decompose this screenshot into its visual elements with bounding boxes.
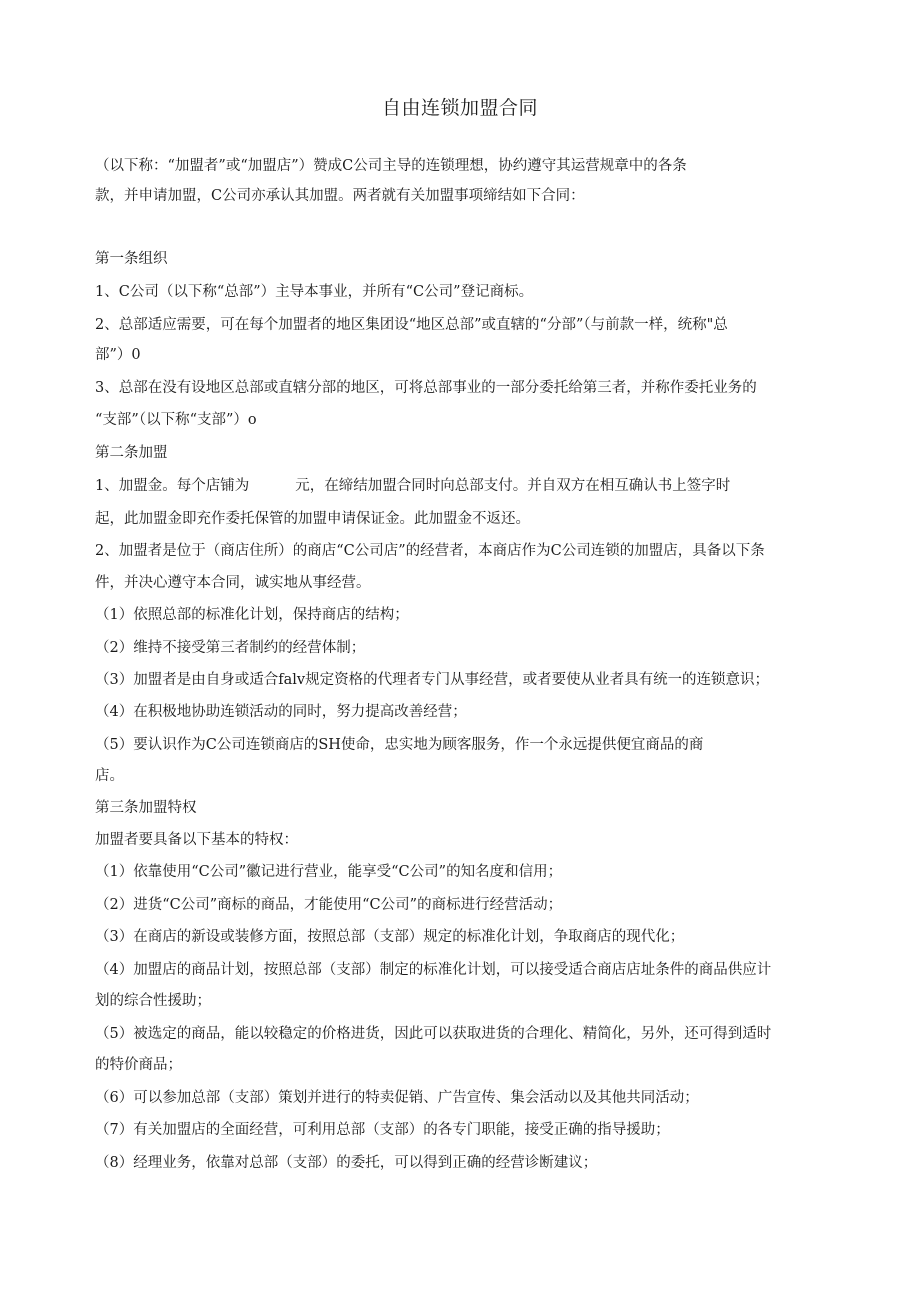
fee-text-before-blank: 1、加盟金。每个店铺为 (95, 478, 250, 494)
fee-text-after-blank: 元，在缔结加盟合同时向总部支付。并自双方在相互确认书上签字时 (295, 478, 731, 494)
article-3-item-5-line-2: 的特价商品； (95, 1057, 182, 1073)
article-3-heading: 第三条加盟特权 (95, 800, 197, 816)
article-2-item-4: （4）在积极地协助连锁活动的同时，努力提高改善经营； (95, 704, 467, 720)
article-3-item-2: （2）进货“C公司”商标的商品，才能使用“C公司”的商标进行经营活动； (95, 897, 563, 913)
article-2-clause-2-line-1: 2、加盟者是位于（商店住所）的商店“C公司店”的经营者，本商店作为C公司连锁的加盟店，具备以下条 (95, 543, 765, 559)
article-1-clause-2-line-1: 2、总部适应需要，可在每个加盟者的地区集团设“地区总部”或直辖的“分部”（与前款一样，统称"总 (95, 317, 728, 333)
article-3-item-1: （1）依靠使用“C公司”徽记进行营业，能享受“C公司”的知名度和信用； (95, 864, 563, 880)
intro-line-2: 款，并申请加盟，C公司亦承认其加盟。两者就有关加盟事项缔结如下合同： (95, 188, 585, 204)
article-3-intro: 加盟者要具备以下基本的特权： (95, 832, 298, 848)
article-2-clause-1-line-1 (95, 476, 730, 496)
document-title: 自由连锁加盟合同 (381, 97, 538, 119)
article-2-item-5-line-2: 店。 (95, 768, 124, 784)
article-2-item-1: （1）依照总部的标准化计划，保持商店的结构； (95, 607, 409, 623)
article-1-clause-1: 1、C公司（以下称“总部”）主导本事业，并所有“C公司”登记商标。 (95, 284, 534, 300)
article-2-item-5-line-1: （5）要认识作为C公司连锁商店的SH使命，忠实地为顾客服务，作一个永远提供便宜商品的商 (95, 737, 704, 753)
article-2-item-3: （3）加盟者是由自身或适合falv规定资格的代理者专门从事经营，或者要使从业者具有统一的连锁意识； (95, 672, 770, 688)
intro-line-1: （以下称：“加盟者”或“加盟店”）赞成C公司主导的连锁理想，协约遵守其运营规章中的各条 (95, 158, 687, 174)
article-2-clause-2-line-2: 件，并决心遵守本合同，诚实地从事经营。 (95, 575, 371, 591)
article-3-item-8: （8）经理业务，依靠对总部（支部）的委托，可以得到正确的经营诊断建议； (95, 1155, 598, 1171)
article-3-item-3: （3）在商店的新设或装修方面，按照总部（支部）规定的标准化计划，争取商店的现代化； (95, 929, 685, 945)
article-2-heading: 第二条加盟 (95, 445, 168, 461)
article-3-item-4-line-2: 划的综合性援助； (95, 993, 211, 1009)
article-1-clause-3-line-2: “支部”（以下称“支部”）o (95, 412, 257, 428)
article-3-item-7: （7）有关加盟店的全面经营，可利用总部（支部）的各专门职能，接受正确的指导援助； (95, 1122, 670, 1138)
article-1-clause-3-line-1: 3、总部在没有设地区总部或直辖分部的地区，可将总部事业的一部分委托给第三者，并称作委托业务的 (95, 380, 757, 396)
article-2-clause-1-line-2: 起，此加盟金即充作委托保管的加盟申请保证金。此加盟金不返还。 (95, 511, 530, 527)
article-2-item-2: （2）维持不接受第三者制约的经营体制； (95, 640, 366, 656)
article-1-clause-2-line-2: 部”）0 (95, 347, 141, 363)
article-3-item-4-line-1: （4）加盟店的商品计划，按照总部（支部）制定的标准化计划，可以接受适合商店店址条件的商品供应计 (95, 962, 772, 978)
article-3-item-5-line-1: （5）被选定的商品，能以较稳定的价格进货，因此可以获取进货的合理化、精简化，另外，还可得到适时 (95, 1026, 772, 1042)
article-1-heading: 第一条组织 (95, 251, 168, 267)
article-3-item-6: （6）可以参加总部（支部）策划并进行的特卖促销、广告宣传、集会活动以及其他共同活动； (95, 1090, 699, 1106)
